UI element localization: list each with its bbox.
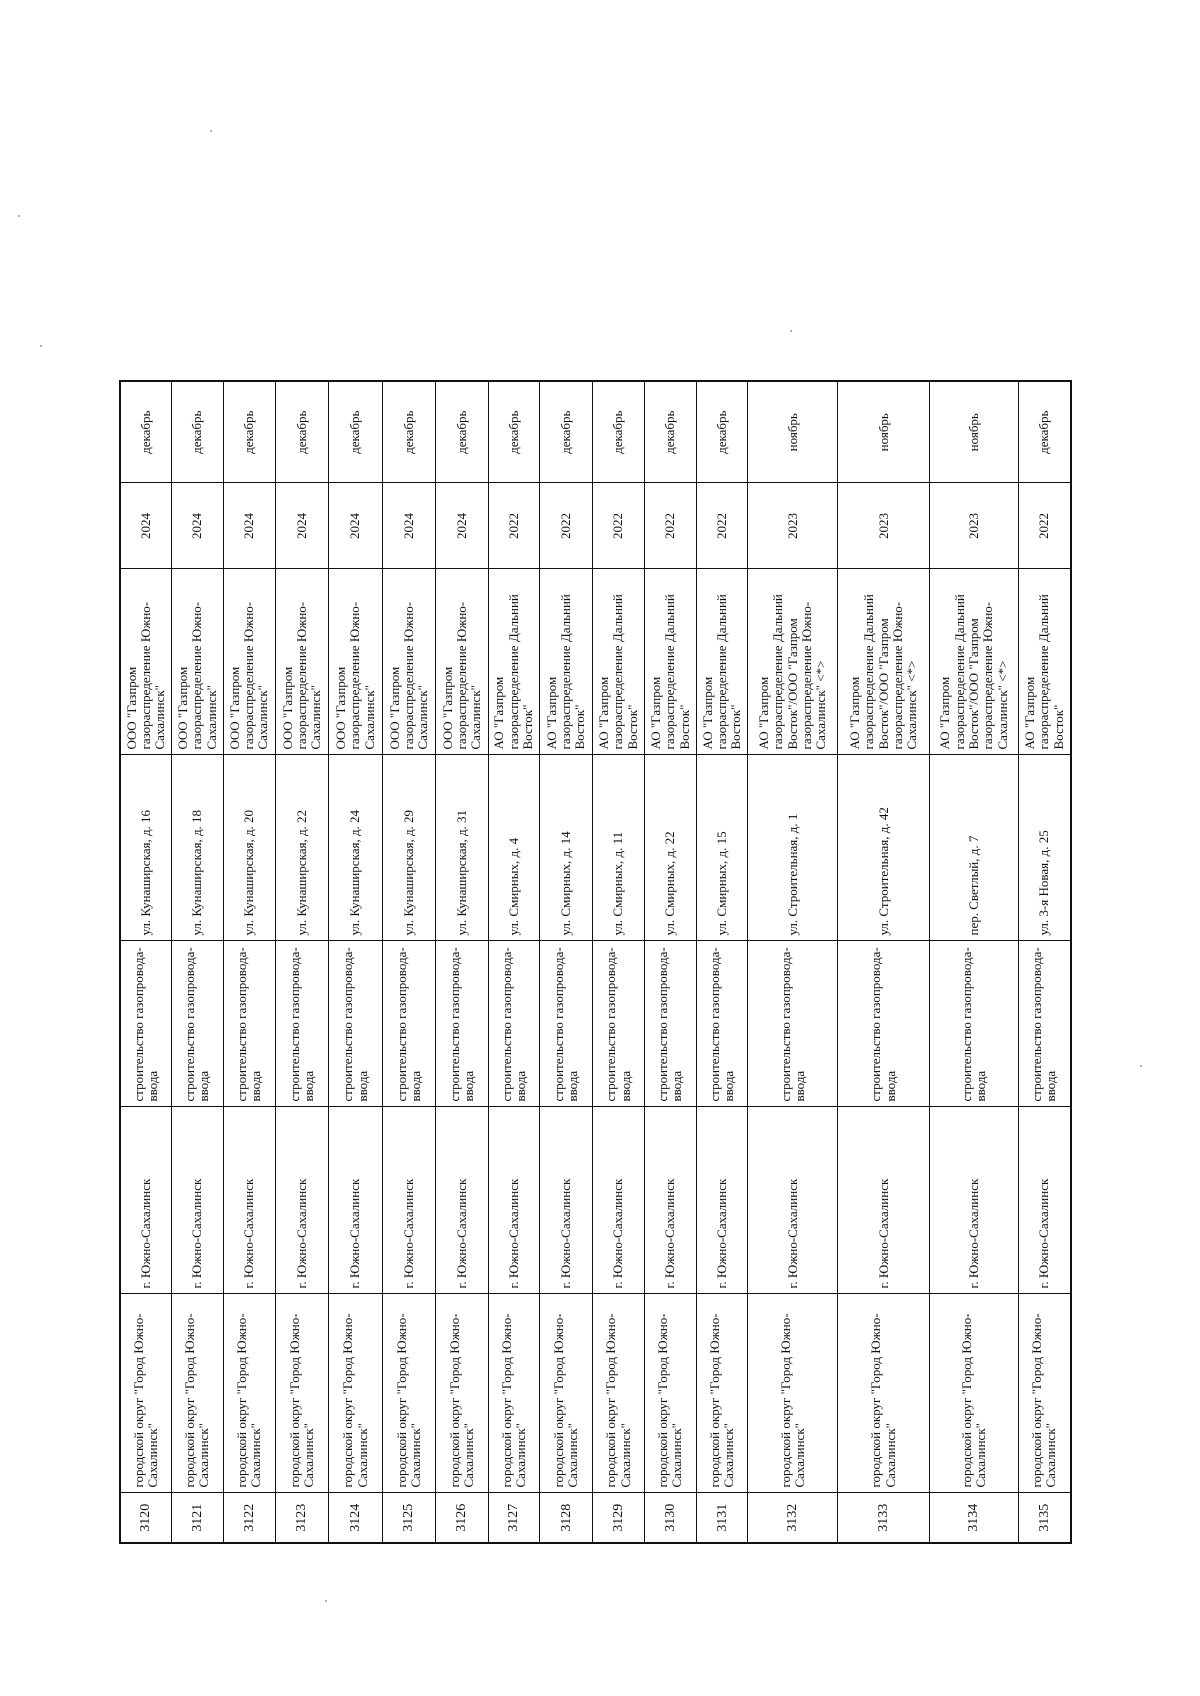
work-type-cell: строительство газопровода-ввода <box>540 941 593 1107</box>
settlement-cell: г. Южно-Сахалинск <box>223 1107 275 1294</box>
address-cell: ул. Смирных, д. 14 <box>540 755 593 941</box>
settlement-cell: г. Южно-Сахалинск <box>275 1107 328 1294</box>
settlement-cell: г. Южно-Сахалинск <box>540 1107 593 1294</box>
row-number-cell: 3126 <box>436 1493 488 1543</box>
row-number-cell: 3127 <box>488 1493 539 1543</box>
month-cell: ноябрь <box>838 381 930 483</box>
settlement-cell: г. Южно-Сахалинск <box>838 1107 930 1294</box>
address-cell: ул. Смирных, д. 4 <box>488 755 539 941</box>
scan-speck <box>1140 1065 1142 1067</box>
scan-speck <box>325 1600 327 1602</box>
gas-distribution-organization-cell: АО "Газпром газораспределение Дальний Восток"/ООО "Газпром газораспределение Южно-Сахалинск" <*> <box>930 569 1019 755</box>
row-number-cell: 3130 <box>644 1493 696 1543</box>
settlement-cell: г. Южно-Сахалинск <box>748 1107 838 1294</box>
month-cell: декабрь <box>329 381 382 483</box>
row-number-cell: 3120 <box>120 1493 172 1543</box>
gas-distribution-organization-cell: АО "Газпром газораспределение Дальний Восток" <box>540 569 593 755</box>
table-row <box>697 381 748 1543</box>
work-type-cell: строительство газопровода-ввода <box>593 941 644 1107</box>
scan-speck <box>210 130 212 132</box>
address-cell: ул. Смирных, д. 22 <box>644 755 696 941</box>
settlement-cell: г. Южно-Сахалинск <box>436 1107 488 1294</box>
municipal-district-cell: городской округ "Город Южно-Сахалинск" <box>382 1294 435 1493</box>
municipal-district-cell: городской округ "Город Южно-Сахалинск" <box>540 1294 593 1493</box>
month-cell: декабрь <box>172 381 223 483</box>
work-type-cell: строительство газопровода-ввода <box>172 941 223 1107</box>
settlement-cell: г. Южно-Сахалинск <box>1018 1107 1071 1294</box>
municipal-district-cell: городской округ "Город Южно-Сахалинск" <box>697 1294 748 1493</box>
work-type-cell: строительство газопровода-ввода <box>1018 941 1071 1107</box>
gas-distribution-organization-cell: ООО "Газпром газораспределение Южно-Сахалинск" <box>223 569 275 755</box>
table-row <box>172 381 223 1543</box>
gas-distribution-organization-cell: АО "Газпром газораспределение Дальний Восток" <box>488 569 539 755</box>
year-cell: 2023 <box>838 483 930 569</box>
rotated-table-container <box>119 382 1072 1544</box>
gas-pipeline-schedule-table <box>119 380 1072 1544</box>
year-cell: 2024 <box>329 483 382 569</box>
month-cell: декабрь <box>275 381 328 483</box>
settlement-cell: г. Южно-Сахалинск <box>329 1107 382 1294</box>
year-cell: 2024 <box>223 483 275 569</box>
address-cell: ул. Смирных, д. 15 <box>697 755 748 941</box>
year-cell: 2023 <box>748 483 838 569</box>
month-cell: ноябрь <box>930 381 1019 483</box>
settlement-cell: г. Южно-Сахалинск <box>930 1107 1019 1294</box>
month-cell: декабрь <box>1018 381 1071 483</box>
municipal-district-cell: городской округ "Город Южно-Сахалинск" <box>593 1294 644 1493</box>
month-cell: декабрь <box>697 381 748 483</box>
year-cell: 2024 <box>382 483 435 569</box>
scan-speck <box>790 330 792 332</box>
row-number-cell: 3125 <box>382 1493 435 1543</box>
table-row <box>930 381 1019 1543</box>
municipal-district-cell: городской округ "Город Южно-Сахалинск" <box>329 1294 382 1493</box>
year-cell: 2024 <box>275 483 328 569</box>
row-number-cell: 3129 <box>593 1493 644 1543</box>
month-cell: декабрь <box>488 381 539 483</box>
gas-distribution-organization-cell: АО "Газпром газораспределение Дальний Восток" <box>644 569 696 755</box>
table-body <box>120 381 1071 1543</box>
gas-distribution-organization-cell: ООО "Газпром газораспределение Южно-Сахалинск" <box>172 569 223 755</box>
month-cell: ноябрь <box>748 381 838 483</box>
table-row <box>120 381 172 1543</box>
year-cell: 2022 <box>1018 483 1071 569</box>
work-type-cell: строительство газопровода-ввода <box>382 941 435 1107</box>
address-cell: ул. Кунаширская, д. 22 <box>275 755 328 941</box>
row-number-cell: 3133 <box>838 1493 930 1543</box>
year-cell: 2024 <box>120 483 172 569</box>
settlement-cell: г. Южно-Сахалинск <box>488 1107 539 1294</box>
settlement-cell: г. Южно-Сахалинск <box>382 1107 435 1294</box>
gas-distribution-organization-cell: АО "Газпром газораспределение Дальний Восток"/ООО "Газпром газораспределение Южно-Сахалинск" <*> <box>748 569 838 755</box>
address-cell: ул. Кунаширская, д. 29 <box>382 755 435 941</box>
row-number-cell: 3121 <box>172 1493 223 1543</box>
work-type-cell: строительство газопровода-ввода <box>223 941 275 1107</box>
row-number-cell: 3124 <box>329 1493 382 1543</box>
year-cell: 2022 <box>540 483 593 569</box>
settlement-cell: г. Южно-Сахалинск <box>644 1107 696 1294</box>
scan-speck <box>18 215 20 217</box>
gas-distribution-organization-cell: ООО "Газпром газораспределение Южно-Сахалинск" <box>275 569 328 755</box>
address-cell: ул. Строительная, д. 1 <box>748 755 838 941</box>
table-row <box>275 381 328 1543</box>
municipal-district-cell: городской округ "Город Южно-Сахалинск" <box>172 1294 223 1493</box>
work-type-cell: строительство газопровода-ввода <box>644 941 696 1107</box>
municipal-district-cell: городской округ "Город Южно-Сахалинск" <box>644 1294 696 1493</box>
address-cell: ул. Кунаширская, д. 31 <box>436 755 488 941</box>
address-cell: пер. Светлый, д. 7 <box>930 755 1019 941</box>
municipal-district-cell: городской округ "Город Южно-Сахалинск" <box>120 1294 172 1493</box>
table-row <box>838 381 930 1543</box>
month-cell: декабрь <box>436 381 488 483</box>
municipal-district-cell: городской округ "Город Южно-Сахалинск" <box>488 1294 539 1493</box>
year-cell: 2023 <box>930 483 1019 569</box>
year-cell: 2024 <box>172 483 223 569</box>
year-cell: 2022 <box>593 483 644 569</box>
month-cell: декабрь <box>593 381 644 483</box>
municipal-district-cell: городской округ "Город Южно-Сахалинск" <box>748 1294 838 1493</box>
settlement-cell: г. Южно-Сахалинск <box>172 1107 223 1294</box>
table-row <box>382 381 435 1543</box>
work-type-cell: строительство газопровода-ввода <box>436 941 488 1107</box>
address-cell: ул. 3-я Новая, д. 25 <box>1018 755 1071 941</box>
table-row <box>593 381 644 1543</box>
work-type-cell: строительство газопровода-ввода <box>329 941 382 1107</box>
work-type-cell: строительство газопровода-ввода <box>930 941 1019 1107</box>
table-row <box>329 381 382 1543</box>
row-number-cell: 3135 <box>1018 1493 1071 1543</box>
municipal-district-cell: городской округ "Город Южно-Сахалинск" <box>930 1294 1019 1493</box>
address-cell: ул. Кунаширская, д. 24 <box>329 755 382 941</box>
municipal-district-cell: городской округ "Город Южно-Сахалинск" <box>1018 1294 1071 1493</box>
gas-distribution-organization-cell: АО "Газпром газораспределение Дальний Восток"/ООО "Газпром газораспределение Южно-Сахалинск" <*> <box>838 569 930 755</box>
gas-distribution-organization-cell: ООО "Газпром газораспределение Южно-Сахалинск" <box>436 569 488 755</box>
gas-distribution-organization-cell: ООО "Газпром газораспределение Южно-Сахалинск" <box>382 569 435 755</box>
row-number-cell: 3131 <box>697 1493 748 1543</box>
month-cell: декабрь <box>223 381 275 483</box>
table-row <box>644 381 696 1543</box>
settlement-cell: г. Южно-Сахалинск <box>593 1107 644 1294</box>
municipal-district-cell: городской округ "Город Южно-Сахалинск" <box>436 1294 488 1493</box>
row-number-cell: 3122 <box>223 1493 275 1543</box>
settlement-cell: г. Южно-Сахалинск <box>120 1107 172 1294</box>
work-type-cell: строительство газопровода-ввода <box>488 941 539 1107</box>
month-cell: декабрь <box>644 381 696 483</box>
row-number-cell: 3132 <box>748 1493 838 1543</box>
work-type-cell: строительство газопровода-ввода <box>697 941 748 1107</box>
settlement-cell: г. Южно-Сахалинск <box>697 1107 748 1294</box>
table-row <box>223 381 275 1543</box>
gas-distribution-organization-cell: АО "Газпром газораспределение Дальний Восток" <box>593 569 644 755</box>
table-row <box>436 381 488 1543</box>
month-cell: декабрь <box>382 381 435 483</box>
scan-speck <box>40 345 42 347</box>
row-number-cell: 3123 <box>275 1493 328 1543</box>
work-type-cell: строительство газопровода-ввода <box>120 941 172 1107</box>
work-type-cell: строительство газопровода-ввода <box>748 941 838 1107</box>
year-cell: 2024 <box>436 483 488 569</box>
table-row <box>748 381 838 1543</box>
table-row <box>488 381 539 1543</box>
month-cell: декабрь <box>540 381 593 483</box>
municipal-district-cell: городской округ "Город Южно-Сахалинск" <box>838 1294 930 1493</box>
work-type-cell: строительство газопровода-ввода <box>838 941 930 1107</box>
gas-distribution-organization-cell: АО "Газпром газораспределение Дальний Восток" <box>697 569 748 755</box>
year-cell: 2022 <box>697 483 748 569</box>
row-number-cell: 3134 <box>930 1493 1019 1543</box>
address-cell: ул. Кунаширская, д. 16 <box>120 755 172 941</box>
row-number-cell: 3128 <box>540 1493 593 1543</box>
gas-distribution-organization-cell: ООО "Газпром газораспределение Южно-Сахалинск" <box>120 569 172 755</box>
table-row <box>540 381 593 1543</box>
work-type-cell: строительство газопровода-ввода <box>275 941 328 1107</box>
address-cell: ул. Смирных, д. 11 <box>593 755 644 941</box>
municipal-district-cell: городской округ "Город Южно-Сахалинск" <box>275 1294 328 1493</box>
year-cell: 2022 <box>644 483 696 569</box>
address-cell: ул. Строительная, д. 42 <box>838 755 930 941</box>
gas-distribution-organization-cell: ООО "Газпром газораспределение Южно-Сахалинск" <box>329 569 382 755</box>
gas-distribution-organization-cell: АО "Газпром газораспределение Дальний Восток" <box>1018 569 1071 755</box>
address-cell: ул. Кунаширская, д. 18 <box>172 755 223 941</box>
municipal-district-cell: городской округ "Город Южно-Сахалинск" <box>223 1294 275 1493</box>
address-cell: ул. Кунаширская, д. 20 <box>223 755 275 941</box>
month-cell: декабрь <box>120 381 172 483</box>
table-row <box>1018 381 1071 1543</box>
year-cell: 2022 <box>488 483 539 569</box>
